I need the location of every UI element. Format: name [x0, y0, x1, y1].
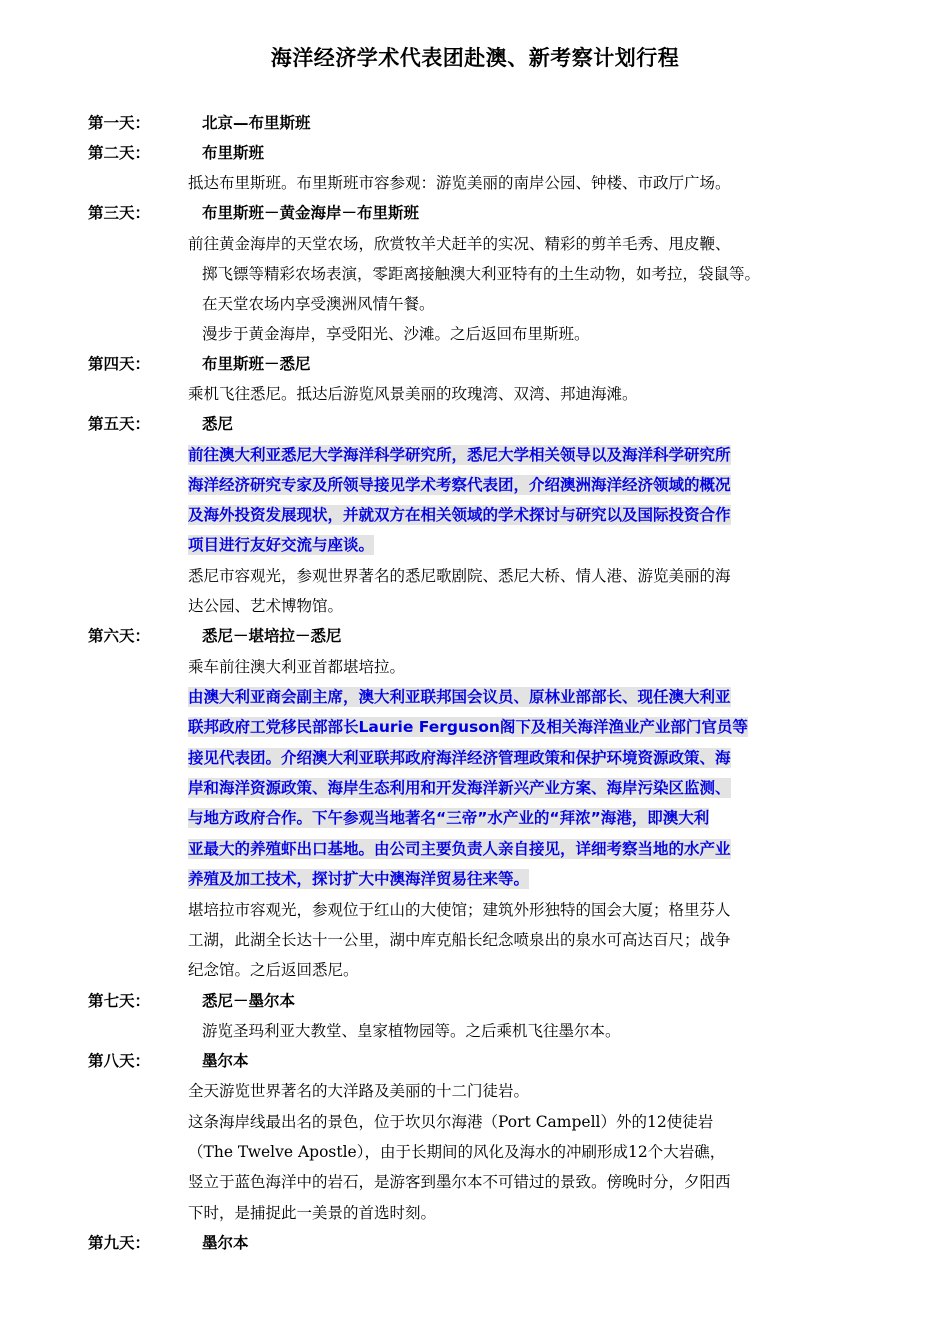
day-6-destination: 悉尼－堪培拉－悉尼 — [202, 627, 342, 645]
day-3-line-4: 漫步于黄金海岸，享受阳光、沙滩。之后返回布里斯班。 — [202, 325, 590, 343]
day-6-line-1: 乘车前往澳大利亚首都堪培拉。 — [188, 658, 406, 676]
day-2-destination: 布里斯班 — [202, 144, 265, 162]
day-8-line-1: 全天游览世界著名的大洋路及美丽的十二门徒岩。 — [188, 1082, 530, 1100]
day-2-label: 第二天： — [88, 144, 151, 162]
day-2-line-1: 抵达布里斯班。布里斯班市容参观：游览美丽的南岸公园、钟楼、市政厅广场。 — [188, 174, 731, 192]
day-7-line-1: 游览圣玛利亚大教堂、皇家植物园等。之后乘机飞往墨尔本。 — [202, 1022, 621, 1040]
highlighted-text: 接见代表团。介绍澳大利亚联邦政府海洋经济管理政策和保护环境资源政策、海 — [188, 749, 731, 767]
highlighted-text: 海洋经济研究专家及所领导接见学术考察代表团，介绍澳洲海洋经济领域的概况 — [188, 476, 731, 494]
day-3-line-2: 掷飞镖等精彩农场表演，零距离接触澳大利亚特有的土生动物，如考拉，袋鼠等。 — [202, 265, 761, 283]
day-6-highlight-line-1 — [188, 685, 731, 709]
day-5-destination: 悉尼 — [202, 415, 234, 433]
day-6-highlight-line-4 — [188, 776, 731, 800]
day-8-line-3: （The Twelve Apostle），由于长期间的风化及海水的冲刷形成12个大岩礁， — [188, 1143, 726, 1161]
highlighted-text: 联邦政府工党移民部部长Laurie Ferguson阁下及相关海洋渔业产业部门官员等 — [188, 718, 748, 736]
day-6-line-10: 工湖，此湖全长达十一公里，湖中库克船长纪念喷泉出的泉水可高达百尺；战争 — [188, 931, 731, 949]
day-3-label: 第三天： — [88, 204, 151, 222]
day-3-line-3: 在天堂农场内享受澳洲风情午餐。 — [202, 295, 435, 313]
day-4-line-1: 乘机飞往悉尼。抵达后游览风景美丽的玫瑰湾、双湾、邦迪海滩。 — [188, 385, 638, 403]
highlighted-text: 与地方政府合作。下午参观当地著名“三帝”水产业的“拜浓”海港，即澳大利 — [188, 809, 710, 827]
day-6-line-9: 堪培拉市容观光，参观位于红山的大使馆；建筑外形独特的国会大厦；格里芬人 — [188, 901, 731, 919]
highlighted-text: 养殖及加工技术，探讨扩大中澳海洋贸易往来等。 — [188, 870, 530, 888]
day-3-line-1: 前往黄金海岸的天堂农场，欣赏牧羊犬赶羊的实况、精彩的剪羊毛秀、甩皮鞭、 — [188, 235, 731, 253]
day-1-destination: 北京—布里斯班 — [202, 114, 311, 132]
day-5-highlight-line-4 — [188, 533, 374, 557]
day-5-highlight-line-2 — [188, 473, 731, 497]
day-1-label: 第一天： — [88, 114, 151, 132]
day-6-label: 第六天： — [88, 627, 151, 645]
day-8-line-4: 竖立于蓝色海洋中的岩石，是游客到墨尔本不可错过的景致。傍晚时分，夕阳西 — [188, 1173, 731, 1191]
day-8-destination: 墨尔本 — [202, 1052, 249, 1070]
page-title: 海洋经济学术代表团赴澳、新考察计划行程 — [270, 46, 680, 70]
day-6-highlight-line-3 — [188, 746, 731, 770]
day-5-highlight-line-1 — [188, 443, 731, 467]
day-9-label: 第九天： — [88, 1234, 151, 1252]
day-6-highlight-line-7 — [188, 867, 529, 891]
highlighted-text: 亚最大的养殖虾出口基地。由公司主要负责人亲自接见，详细考察当地的水产业 — [188, 840, 731, 858]
day-4-destination: 布里斯班－悉尼 — [202, 355, 311, 373]
highlighted-text: 及海外投资发展现状，并就双方在相关领域的学术探讨与研究以及国际投资合作 — [188, 506, 731, 524]
day-8-label: 第八天： — [88, 1052, 151, 1070]
day-8-line-2: 这条海岸线最出名的景色，位于坎贝尔海港（Port Campell）外的12使徒岩 — [188, 1113, 714, 1131]
day-5-line-5: 悉尼市容观光，参观世界著名的悉尼歌剧院、悉尼大桥、情人港、游览美丽的海 — [188, 567, 731, 585]
day-6-highlight-line-6 — [188, 837, 731, 861]
day-9-destination: 墨尔本 — [202, 1234, 249, 1252]
highlighted-text: 前往澳大利亚悉尼大学海洋科学研究所，悉尼大学相关领导以及海洋科学研究所 — [188, 446, 731, 464]
highlighted-text: 岸和海洋资源政策、海岸生态利用和开发海洋新兴产业方案、海岸污染区监测、 — [188, 779, 731, 797]
day-5-highlight-line-3 — [188, 503, 731, 527]
highlighted-text: 由澳大利亚商会副主席，澳大利亚联邦国会议员、原林业部部长、现任澳大利亚 — [188, 688, 731, 706]
day-7-label: 第七天： — [88, 992, 151, 1010]
day-7-destination: 悉尼－墨尔本 — [202, 992, 296, 1010]
day-4-label: 第四天： — [88, 355, 151, 373]
highlighted-text: 项目进行友好交流与座谈。 — [188, 536, 375, 554]
day-5-label: 第五天： — [88, 415, 151, 433]
day-3-destination: 布里斯班－黄金海岸－布里斯班 — [202, 204, 420, 222]
day-8-line-5: 下时，是捕捉此一美景的首选时刻。 — [188, 1204, 437, 1222]
day-6-highlight-line-2 — [188, 715, 748, 739]
day-6-line-11: 纪念馆。之后返回悉尼。 — [188, 961, 359, 979]
day-5-line-6: 达公园、艺术博物馆。 — [188, 597, 344, 615]
day-6-highlight-line-5 — [188, 806, 709, 830]
